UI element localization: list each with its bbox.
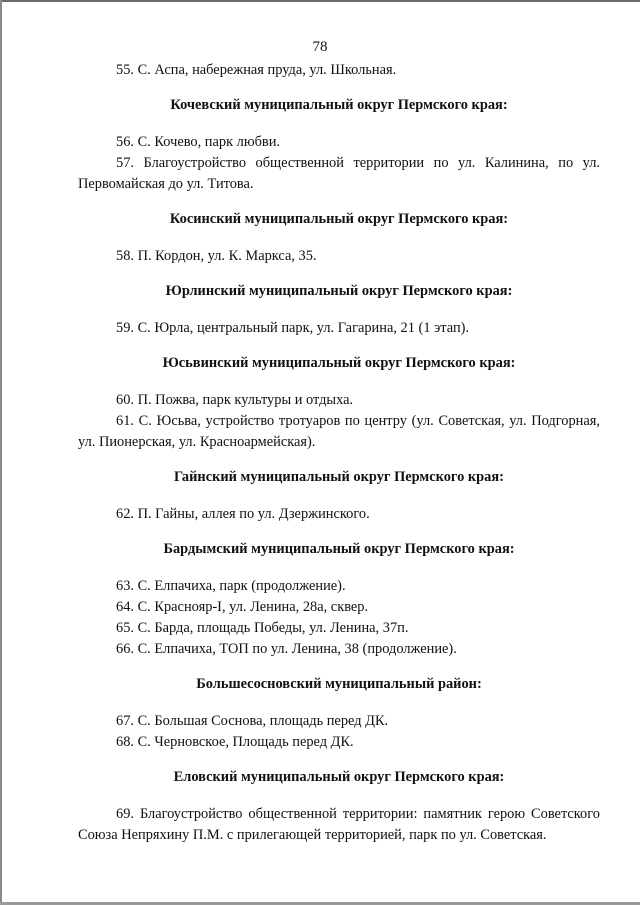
section-heading: Юрлинский муниципальный округ Пермского края: bbox=[165, 283, 513, 299]
scan-edge-left bbox=[0, 0, 2, 905]
section-heading: Гайнский муниципальный округ Пермского края: bbox=[174, 469, 504, 485]
list-item: 65. С. Барда, площадь Победы, ул. Ленина, 37п. bbox=[116, 620, 409, 636]
section-heading: Косинский муниципальный округ Пермского края: bbox=[169, 211, 509, 227]
list-item: 67. С. Большая Соснова, площадь перед ДК. bbox=[116, 713, 389, 729]
list-item: 60. П. Пожва, парк культуры и отдыха. bbox=[116, 392, 354, 408]
list-item: 57. Благоустройство общественной территории по ул. Калинина, по ул. Первомайская до ул. Титова. bbox=[78, 155, 600, 192]
section-heading: Бардымский муниципальный округ Пермского края: bbox=[163, 541, 515, 557]
document-body bbox=[78, 60, 600, 846]
list-item: 58. П. Кордон, ул. К. Маркса, 35. bbox=[116, 248, 317, 264]
section-heading: Кочевский муниципальный округ Пермского края: bbox=[170, 97, 508, 113]
list-item: 64. С. Краснояр-I, ул. Ленина, 28а, сквер. bbox=[116, 599, 369, 615]
page-number: 78 bbox=[312, 39, 328, 55]
list-item: 59. С. Юрла, центральный парк, ул. Гагарина, 21 (1 этап). bbox=[116, 320, 470, 336]
list-item: 56. С. Кочево, парк любви. bbox=[116, 134, 281, 150]
scan-edge-top bbox=[0, 0, 640, 2]
list-item: 63. С. Елпачиха, парк (продолжение). bbox=[116, 578, 346, 594]
list-item: 55. С. Аспа, набережная пруда, ул. Школьная. bbox=[116, 62, 397, 78]
list-item: 68. С. Черновское, Площадь перед ДК. bbox=[116, 734, 354, 750]
list-item: 66. С. Елпачиха, ТОП по ул. Ленина, 38 (продолжение). bbox=[116, 641, 457, 657]
list-item: 69. Благоустройство общественной территории: памятник герою Советского Союза Непряхину П.М. с прилегающей территорией, парк по ул. Советская. bbox=[78, 806, 600, 843]
section-heading: Еловский муниципальный округ Пермского края: bbox=[173, 769, 505, 785]
list-item: 62. П. Гайны, аллея по ул. Дзержинского. bbox=[116, 506, 370, 522]
list-item: 61. С. Юсьва, устройство тротуаров по центру (ул. Советская, ул. Подгорная, ул. Пионерская, ул. Красноармейская). bbox=[78, 413, 600, 450]
section-heading: Юсьвинский муниципальный округ Пермского края: bbox=[162, 355, 516, 371]
section-heading: Большесосновский муниципальный район: bbox=[196, 676, 482, 692]
